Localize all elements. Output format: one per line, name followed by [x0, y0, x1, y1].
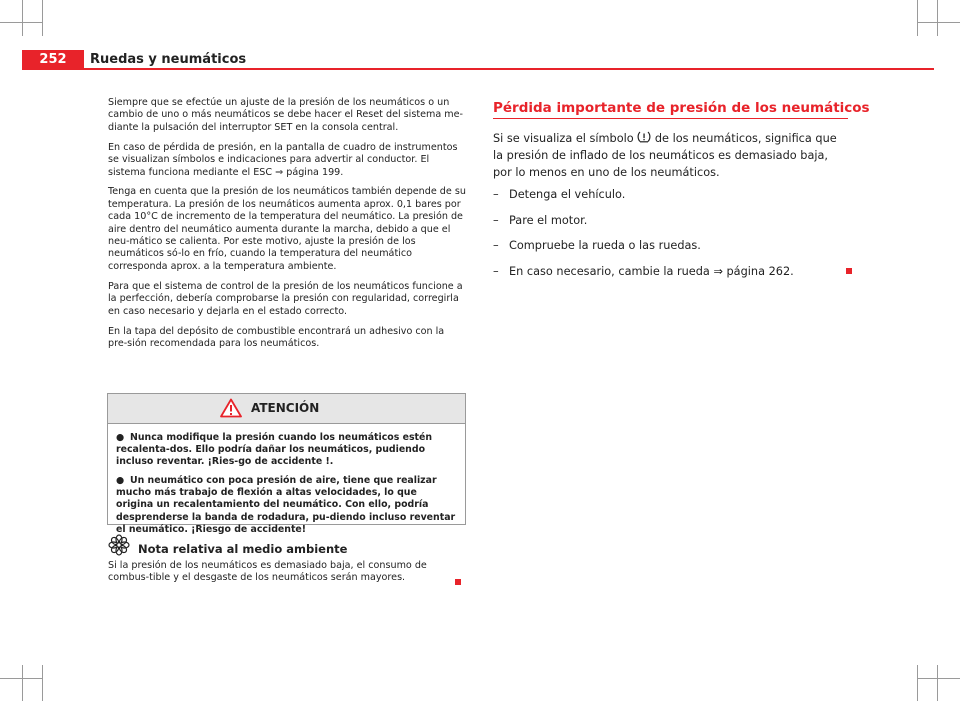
crop-mark [917, 665, 918, 701]
section-end-marker [846, 268, 852, 274]
warning-title: ATENCIÓN [251, 401, 320, 415]
warning-item: ● Nunca modifique la presión cuando los neumáticos estén recalenta-dos. Ello podría dañar los neumáticos, pudiendo incluso reventar. ¡Ries-go de accidente !. [116, 432, 433, 468]
crop-mark [22, 0, 23, 36]
warning-item: ● Un neumático con poca presión de aire, tiene que realizar mucho más trabajo de flexión a altas velocidades, lo que origina un recalentamiento del neumático. Con ello, podría desprenderse la banda de rodadura, pu-diendo incluso reventar el neumático. ¡Riesgo de accidente! [116, 475, 456, 535]
paragraph: Siempre que se efectúe un ajuste de la presión de los neumáticos o un cambio de uno o más neumáticos se debe hacer el Reset del sistema me-diante la pulsación del interruptor SET en la consola central. [108, 97, 463, 133]
warning-header [108, 394, 465, 424]
crop-mark [42, 665, 43, 701]
warning-body [108, 424, 465, 536]
page-title: Ruedas y neumáticos [90, 52, 247, 67]
paragraph: En la tapa del depósito de combustible encontrará un adhesivo con la pre-sión recomendada para los neumáticos. [108, 325, 445, 349]
left-column [108, 97, 466, 358]
header-rule [84, 68, 934, 70]
tire-pressure-warning-icon [637, 131, 651, 143]
paragraph: Tenga en cuenta que la presión de los neumáticos también depende de su temperatura. La presión de los neumáticos aumenta aprox. 0,1 bares por cada 10°C de incremento de la temperatura del neumático. La presión de aire dentro del neumático aumenta durante la marcha, debido a que el neu-mático se calienta. Por este motivo, ajuste la presión de los neumáticos só-lo en frío, cuando la temperatura del neumático corresponda aprox. a la temperatura ambiente. [108, 186, 466, 272]
crop-mark [42, 0, 43, 36]
warning-box [107, 393, 466, 535]
paragraph: Para que el sistema de control de la presión de los neumáticos funcione a la perfección, debería comprobarse la presión con regularidad, corregirla en caso necesario y dejarla en el estado correcto. [108, 280, 463, 317]
list-item: – En caso necesario, cambie la rueda ⇒ página 262. [493, 264, 794, 278]
crop-mark [917, 22, 960, 23]
list-item: – Compruebe la rueda o las ruedas. [493, 239, 701, 252]
list-item: – Detenga el vehículo. [493, 188, 626, 201]
section-intro: Si se visualiza el símbolo de los neumáticos, significa que la presión de inflado de los neumáticos es demasiado baja, por lo menos en uno de los neumáticos. [493, 132, 837, 180]
crop-mark [917, 678, 960, 679]
section-title-rule [493, 118, 848, 119]
crop-mark [0, 22, 42, 23]
steps-list [493, 186, 848, 288]
environment-note-text: Si la presión de los neumáticos es demasiado baja, el consumo de combus-tible y el desgaste de los neumáticos serán mayores. [108, 560, 427, 584]
crop-mark [917, 0, 918, 36]
flower-environment-icon [108, 534, 130, 556]
crop-mark [937, 665, 938, 701]
list-item: – Pare el motor. [493, 213, 588, 227]
crop-mark [0, 678, 42, 679]
section-end-marker [455, 579, 461, 585]
section-title: Pérdida importante de presión de los neumáticos [493, 100, 870, 116]
warning-triangle-icon [220, 398, 242, 418]
page-number: 252 [22, 50, 84, 70]
crop-mark [22, 665, 23, 701]
crop-mark [937, 0, 938, 36]
bullet: ● [116, 475, 125, 487]
bullet: ● [116, 432, 125, 443]
environment-note-title: Nota relativa al medio ambiente [138, 542, 348, 556]
paragraph: En caso de pérdida de presión, en la pantalla de cuadro de instrumentos se visualizan símbolos e indicaciones para advertir al conductor. El sistema funciona mediante el ESC ⇒ página 199. [108, 141, 458, 178]
